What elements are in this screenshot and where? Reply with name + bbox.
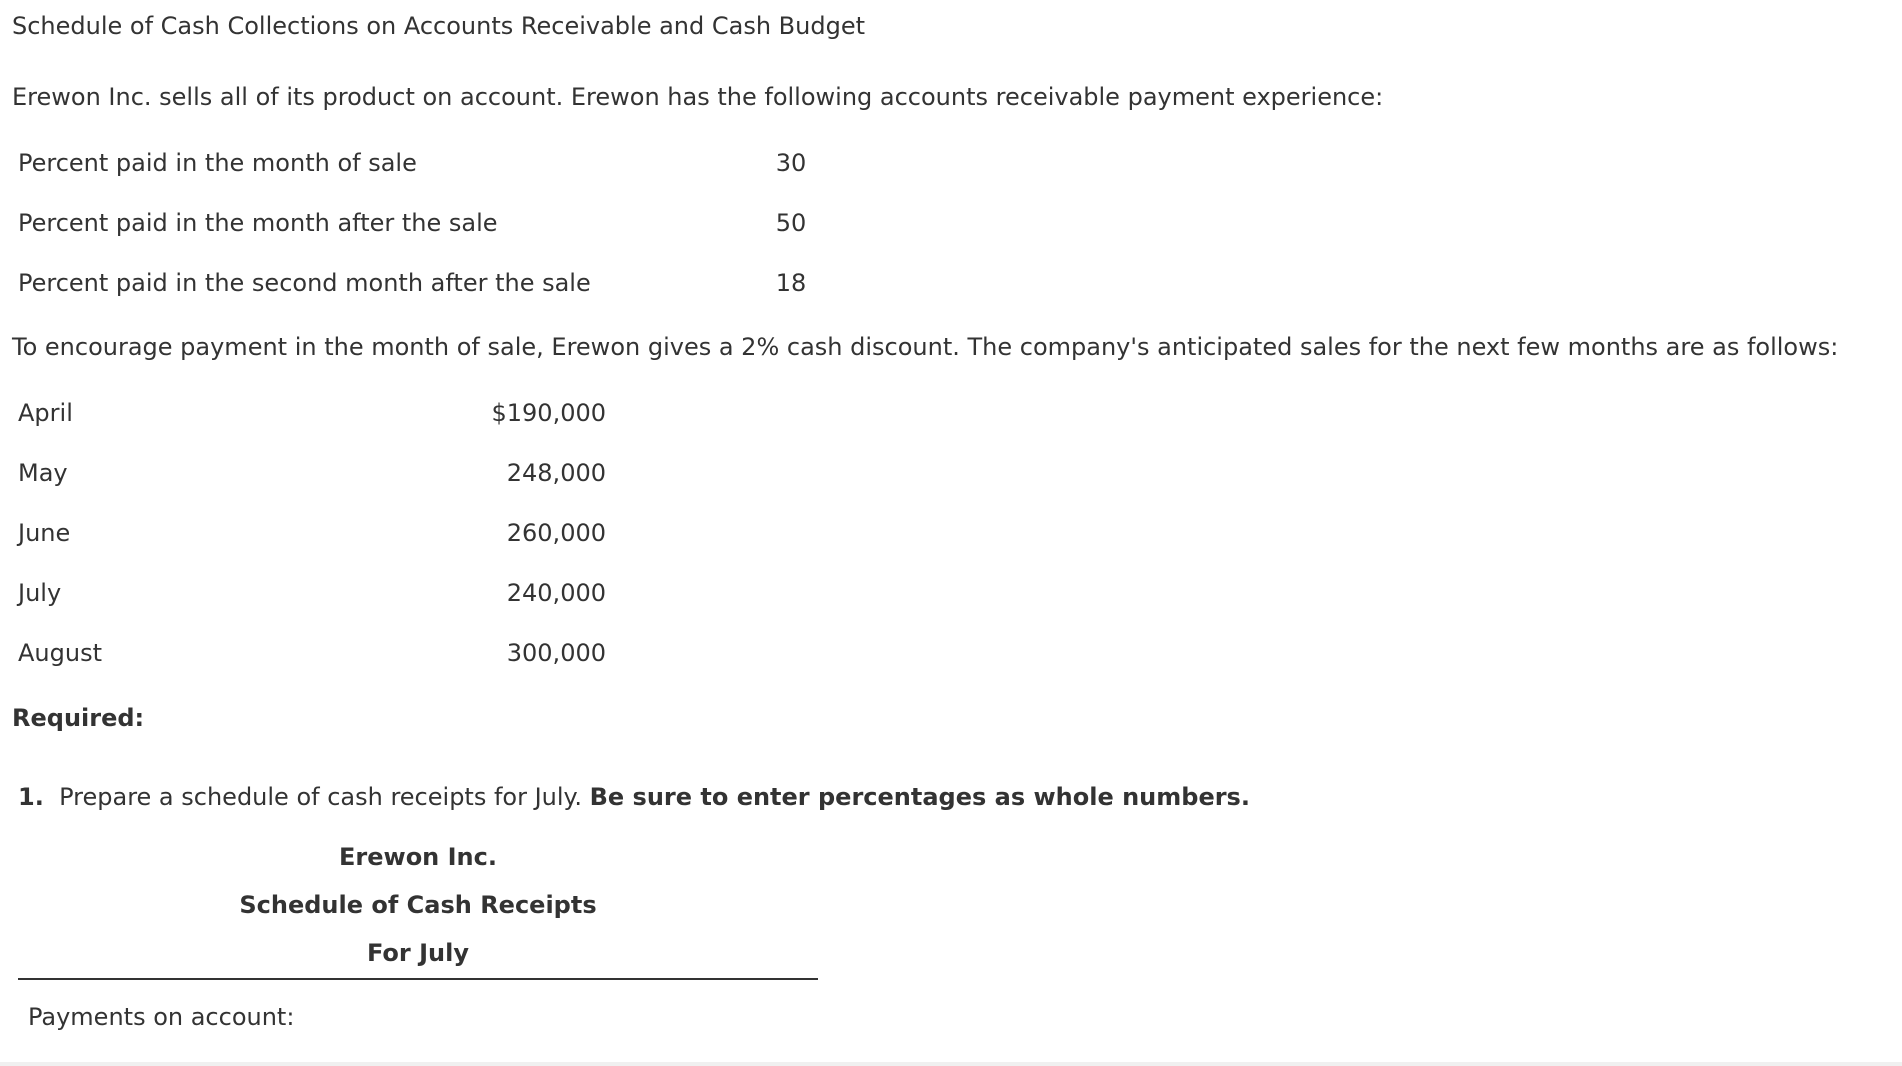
discount-paragraph: To encourage payment in the month of sale, Erewon gives a 2% cash discount. The company's anticipated sales for the next few months are as follows:	[12, 333, 1839, 361]
required-heading: Required:	[12, 704, 145, 732]
sales-month: July	[18, 579, 62, 607]
question-emphasis: Be sure to enter percentages as whole numbers.	[589, 783, 1250, 811]
page-title: Schedule of Cash Collections on Accounts Receivable and Cash Budget	[12, 12, 865, 40]
bottom-strip	[0, 1062, 1902, 1066]
payment-value: 30	[775, 149, 807, 177]
schedule-title: Schedule of Cash Receipts	[239, 891, 597, 919]
sales-amount: $190,000	[491, 399, 606, 427]
intro-paragraph: Erewon Inc. sells all of its product on account. Erewon has the following accounts receivable payment experience:	[12, 83, 1384, 111]
question-text: Prepare a schedule of cash receipts for July.	[59, 783, 582, 811]
payment-label: Percent paid in the second month after the sale	[18, 269, 591, 297]
sales-month: August	[18, 639, 102, 667]
sales-amount: 300,000	[506, 639, 606, 667]
schedule-divider	[18, 978, 818, 980]
sales-amount: 248,000	[506, 459, 606, 487]
sales-month: June	[18, 519, 71, 547]
payment-value: 50	[775, 209, 807, 237]
sales-amount: 240,000	[506, 579, 606, 607]
sales-amount: 260,000	[506, 519, 606, 547]
sales-month: April	[18, 399, 73, 427]
payment-label: Percent paid in the month of sale	[18, 149, 417, 177]
schedule-company: Erewon Inc.	[339, 843, 497, 871]
schedule-period: For July	[367, 939, 469, 967]
payments-on-account-label: Payments on account:	[28, 1003, 295, 1031]
question-number: 1.	[18, 783, 44, 811]
question-1	[18, 783, 1250, 811]
sales-month: May	[18, 459, 68, 487]
payment-value: 18	[775, 269, 807, 297]
payment-label: Percent paid in the month after the sale	[18, 209, 498, 237]
